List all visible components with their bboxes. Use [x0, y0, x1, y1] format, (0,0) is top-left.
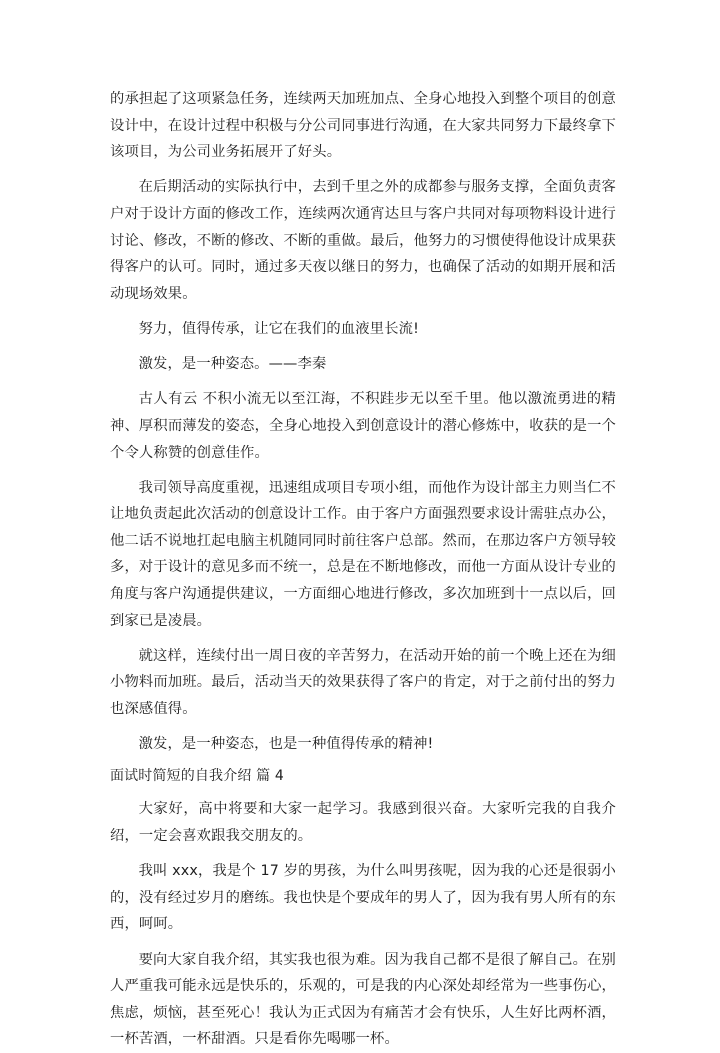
paragraph: 的承担起了这项紧急任务，连续两天加班加点、全身心地投入到整个项目的创意设计中，在设计过程中积极与分公司同事进行沟通，在大家共同努力下最终拿下该项目，为公司业务拓展开了好头。 — [110, 91, 616, 161]
paragraph: 要向大家自我介绍，其实我也很为难。因为我自己都不是很了解自己。在别人严重我可能永远是快乐的，乐观的，可是我的内心深处却经常为一些事伤心，焦虑，烦恼，甚至死心！我认为正式因为有痛苦才会有快乐，人生好比两杯酒，一杯苦酒，一杯甜酒。只是看你先喝哪一杯。 — [110, 951, 616, 1048]
paragraph: 在后期活动的实际执行中，去到千里之外的成都参与服务支撑，全面负责客户对于设计方面的修改工作，连续两次通宵达旦与客户共同对每项物料设计进行讨论、修改，不断的修改、不断的重做。最后，他努力的习惯使得他设计成果获得客户的认可。同时，通过多天夜以继日的努力，也确保了活动的如期开展和活动现场效果。 — [110, 179, 616, 302]
section-heading: 面试时简短的自我介绍 篇 4 — [110, 768, 284, 785]
paragraph: 激发，是一种姿态，也是一种值得传承的精神! — [138, 736, 434, 753]
paragraph: 努力，值得传承，让它在我们的血液里长流! — [138, 320, 419, 337]
paragraph: 激发，是一种姿态。——李秦 — [138, 356, 327, 373]
paragraph: 我司领导高度重视，迅速组成项目专项小组，而他作为设计部主力则当仁不让地负责起此次活动的创意设计工作。由于客户方面强烈要求设计需驻点办公，他二话不说地扛起电脑主机随同同时前往客户总部。然而，在那边客户方领导较多，对于设计的意见多而不统一，总是在不断地修改，而他一方面从设计专业的角度与客户沟通提供建议，一方面细心地进行修改，多次加班到十一点以后，回到家已是凌晨。 — [110, 479, 616, 629]
paragraph: 古人有云 不积小流无以至江海，不积跬步无以至千里。他以激流勇进的精神、厚积而薄发的姿态，全身心地投入到创意设计的潜心修炼中，收获的是一个个令人称赞的创意佳作。 — [110, 391, 616, 461]
paragraph: 我叫 xxx，我是个 17 岁的男孩，为什么叫男孩呢，因为我的心还是很弱小的，没有经过岁月的磨练。我也快是个要成年的男人了，因为我有男人所有的东西，呵呵。 — [110, 863, 616, 933]
paragraph: 就这样，连续付出一周日夜的辛苦努力，在活动开始的前一个晚上还在为细小物料而加班。最后，活动当天的效果获得了客户的肯定，对于之前付出的努力也深感值得。 — [110, 647, 616, 718]
paragraph: 大家好，高中将要和大家一起学习。我感到很兴奋。大家听完我的自我介绍，一定会喜欢跟我交朋友的。 — [110, 801, 616, 844]
